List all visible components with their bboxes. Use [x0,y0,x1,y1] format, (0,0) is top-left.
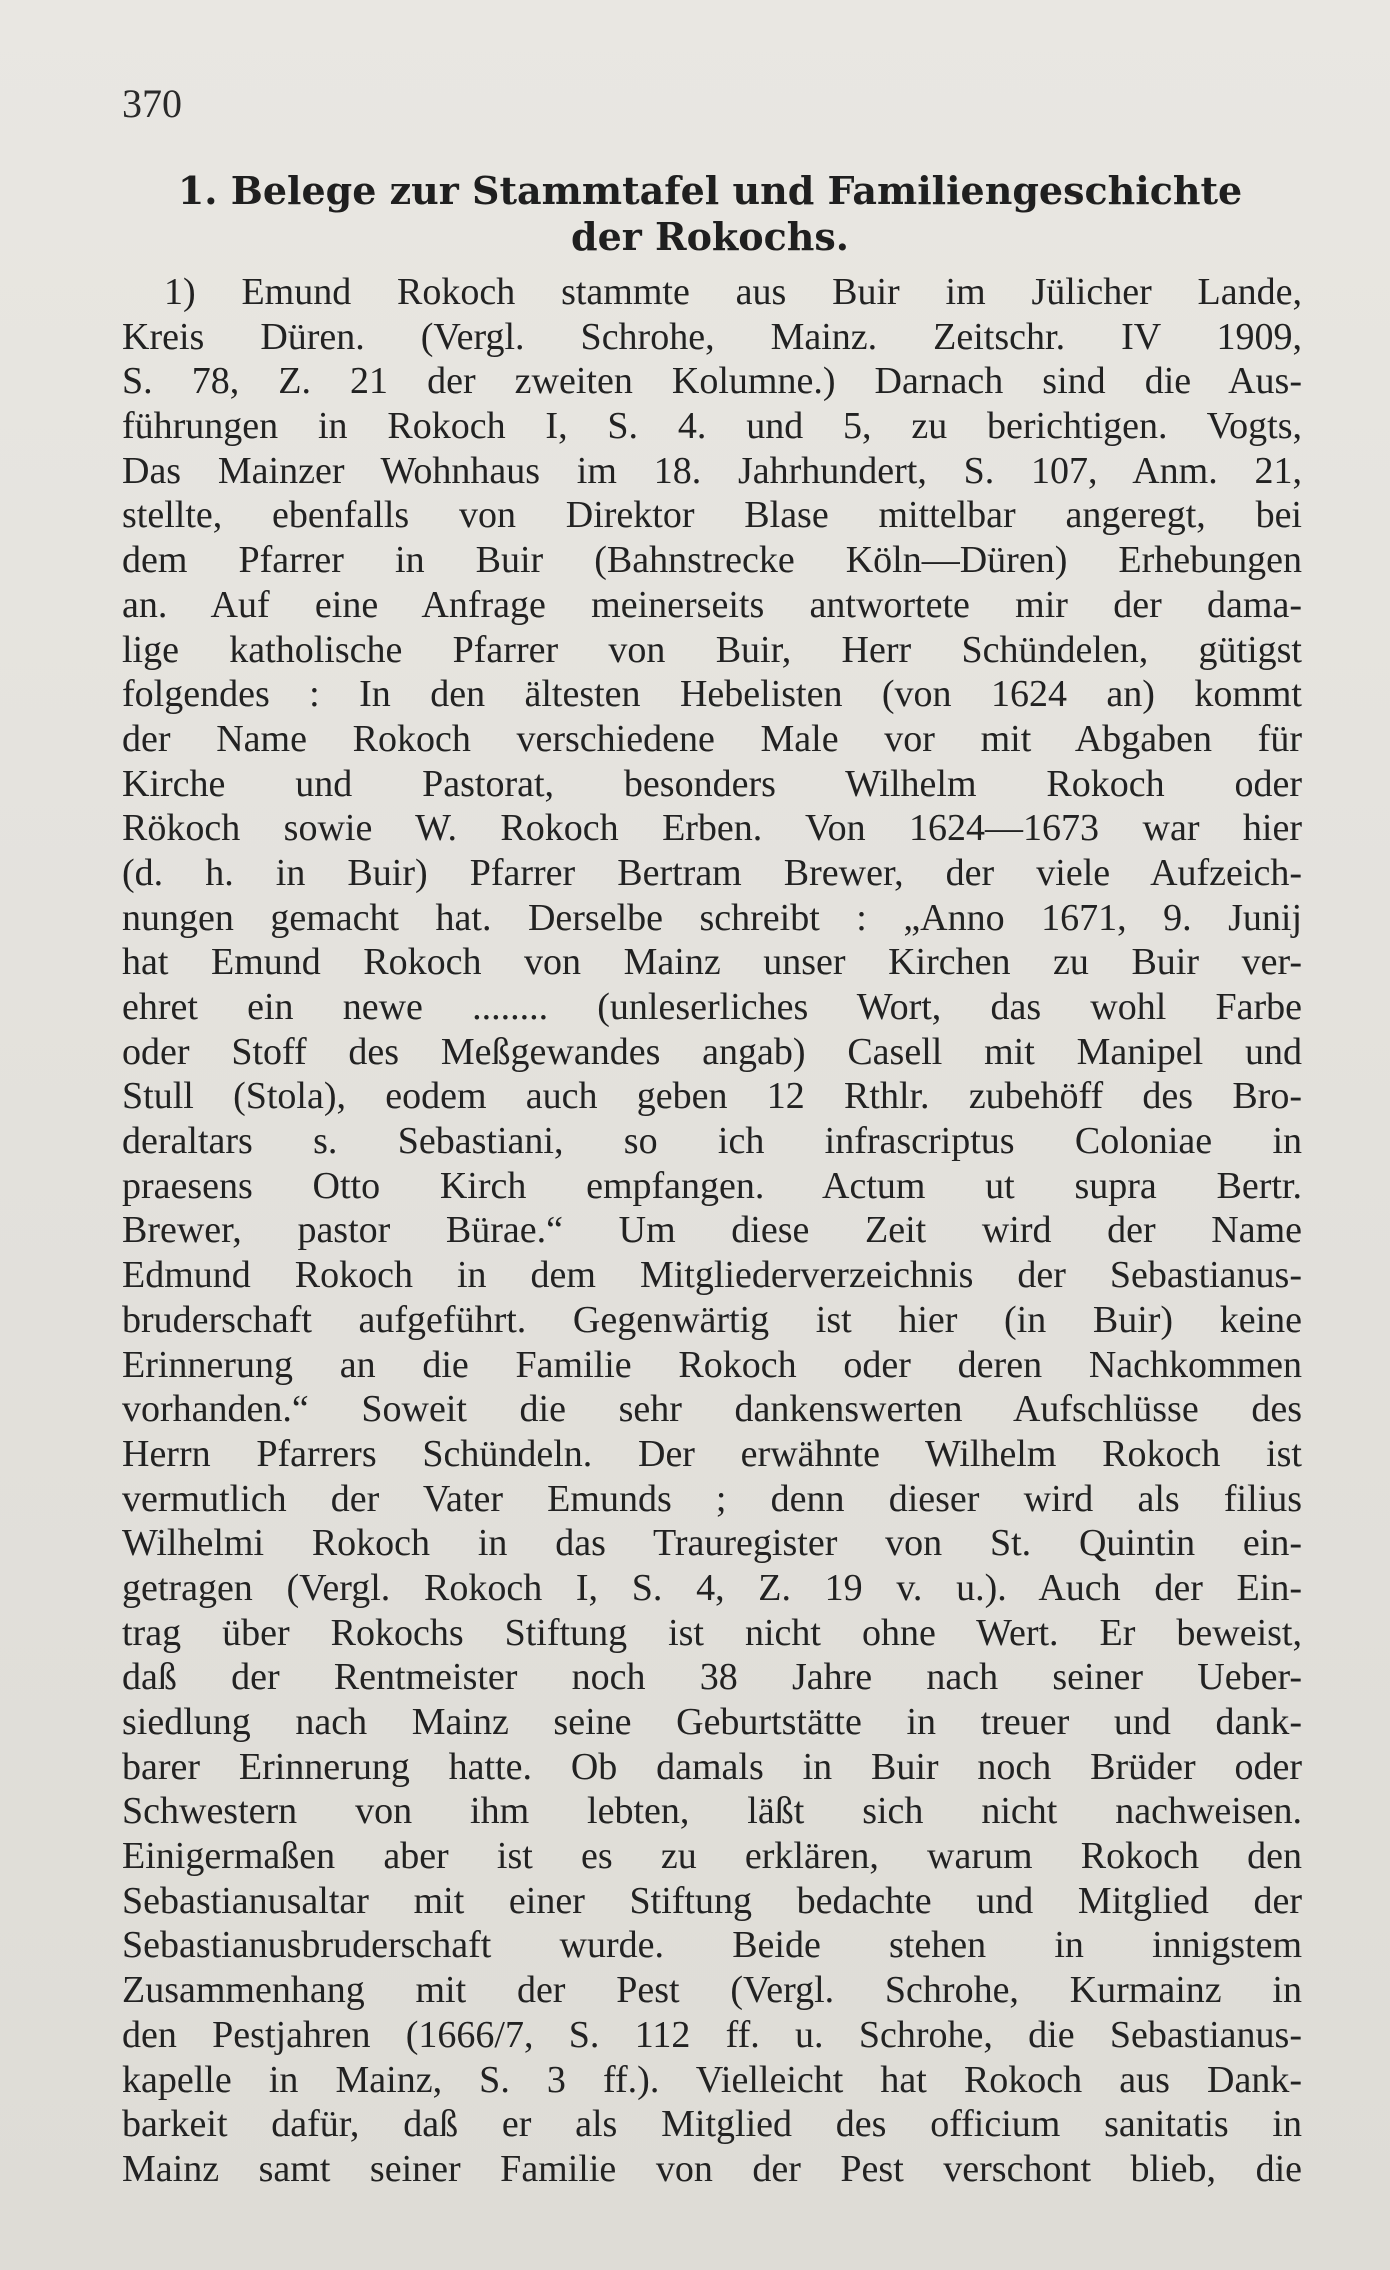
text-line: Mainz samt seiner Familie von der Pest verschont blieb, die [122,2147,1302,2190]
text-line: Kreis Düren. (Vergl. Schrohe, Mainz. Zeitschr. IV 1909, [122,315,1302,358]
text-line: barkeit dafür, daß er als Mitglied des officium sanitatis in [122,2103,1302,2146]
text-line: an. Auf eine Anfrage meinerseits antwortete mir der dama- [122,583,1302,626]
body-text [122,270,1302,2192]
text-line: vorhanden.“ Soweit die sehr dankenswerten Aufschlüsse des [122,1388,1302,1431]
text-line: Stull (Stola), eodem auch geben 12 Rthlr. zubehöff des Bro- [122,1075,1302,1118]
text-line: Herrn Pfarrers Schündeln. Der erwähnte Wilhelm Rokoch ist [122,1432,1302,1475]
heading-line: 1. Belege zur Stammtafel und Familiengeschichte [177,168,1243,213]
text-line: den Pestjahren (1666/7, S. 112 ff. u. Schrohe, die Sebastianus- [122,2013,1302,2056]
text-line: Erinnerung an die Familie Rokoch oder deren Nachkommen [122,1343,1302,1386]
text-line: siedlung nach Mainz seine Geburtstätte in treuer und dank- [122,1701,1302,1743]
text-line: kapelle in Mainz, S. 3 ff.). Vielleicht hat Rokoch aus Dank- [122,2058,1302,2101]
text-line: nungen gemacht hat. Derselbe schreibt : „Anno 1671, 9. Junij [122,896,1302,939]
text-line: Wilhelmi Rokoch in das Trauregister von St. Quintin ein- [122,1522,1302,1565]
text-line: Das Mainzer Wohnhaus im 18. Jahrhundert, S. 107, Anm. 21, [122,449,1302,492]
text-line: führungen in Rokoch I, S. 4. und 5, zu berichtigen. Vogts, [122,405,1302,448]
text-line: Einigermaßen aber ist es zu erklären, warum Rokoch den [122,1835,1302,1878]
text-line: folgendes : In den ältesten Hebelisten (von 1624 an) kommt [122,673,1302,716]
text-line: der Name Rokoch verschiedene Male vor mit Abgaben für [122,717,1302,760]
text-line: hat Emund Rokoch von Mainz unser Kirchen zu Buir ver- [122,941,1302,984]
text-line: Kirche und Pastorat, besonders Wilhelm Rokoch oder [122,762,1302,805]
text-line: 1) Emund Rokoch stammte aus Buir im Jülicher Lande, [164,271,1302,313]
text-line: lige katholische Pfarrer von Buir, Herr Schündelen, gütigst [122,628,1302,671]
text-line: bruderschaft aufgeführt. Gegenwärtig ist hier (in Buir) keine [122,1298,1302,1341]
text-line: Zusammenhang mit der Pest (Vergl. Schrohe, Kurmainz in [122,1969,1302,2012]
text-line: Brewer, pastor Bürae.“ Um diese Zeit wird der Name [122,1209,1302,1252]
text-line: stellte, ebenfalls von Direktor Blase mittelbar angeregt, bei [122,494,1302,537]
section-heading [120,168,1300,260]
text-line: Rökoch sowie W. Rokoch Erben. Von 1624—1673 war hier [122,807,1302,850]
text-line: ehret ein newe ........ (unleserliches Wort, das wohl Farbe [122,986,1302,1028]
text-line: praesens Otto Kirch empfangen. Actum ut supra Bertr. [122,1164,1302,1207]
text-line: getragen (Vergl. Rokoch I, S. 4, Z. 19 v. u.). Auch der Ein- [122,1566,1302,1609]
text-line: Edmund Rokoch in dem Mitgliederverzeichnis der Sebastianus- [122,1254,1302,1297]
text-line: (d. h. in Buir) Pfarrer Bertram Brewer, der viele Aufzeich- [122,851,1302,894]
text-line: vermutlich der Vater Emunds ; denn dieser wird als filius [122,1477,1302,1520]
text-line: daß der Rentmeister noch 38 Jahre nach seiner Ueber- [122,1656,1302,1699]
heading-line: der Rokochs. [571,214,849,259]
text-line: oder Stoff des Meßgewandes angab) Casell mit Manipel und [122,1030,1302,1073]
text-line: dem Pfarrer in Buir (Bahnstrecke Köln—Düren) Erhebungen [122,539,1302,582]
text-line: Sebastianusaltar mit einer Stiftung bedachte und Mitglied der [122,1879,1302,1922]
text-line: Schwestern von ihm lebten, läßt sich nicht nachweisen. [122,1790,1302,1833]
text-line: barer Erinnerung hatte. Ob damals in Buir noch Brüder oder [122,1745,1302,1788]
text-line: Sebastianusbruderschaft wurde. Beide stehen in innigstem [122,1924,1302,1967]
text-line: deraltars s. Sebastiani, so ich infrascriptus Coloniae in [122,1120,1302,1163]
text-line: S. 78, Z. 21 der zweiten Kolumne.) Darnach sind die Aus- [122,360,1302,403]
text-line: trag über Rokochs Stiftung ist nicht ohne Wert. Er beweist, [122,1611,1302,1654]
page-number: 370 [122,81,182,126]
